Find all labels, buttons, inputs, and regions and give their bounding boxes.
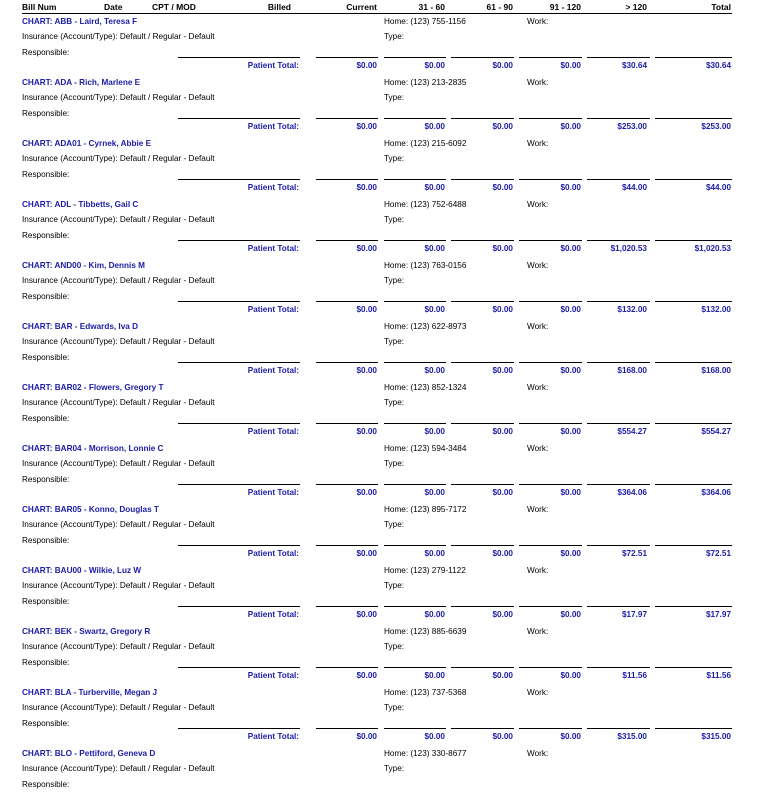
work-label: Work:: [527, 444, 549, 453]
type-label: Type:: [384, 276, 405, 285]
total-rule: [519, 118, 582, 119]
type-label: Type:: [384, 32, 405, 41]
amount-91-120: $0.00: [560, 427, 581, 436]
amount-61-90: $0.00: [492, 488, 513, 497]
type-label: Type:: [384, 398, 405, 407]
current-amount: $0.00: [356, 671, 377, 680]
total-rule: [519, 667, 582, 668]
total-rule: [655, 484, 732, 485]
current-amount: $0.00: [356, 549, 377, 558]
responsible-label: Responsible:: [22, 780, 70, 789]
amount-over-120: $17.97: [621, 610, 647, 619]
insurance-line: Insurance (Account/Type): Default / Regular - Default: [22, 215, 215, 224]
patient-block: [0, 199, 768, 260]
total-rule: [519, 57, 582, 58]
chart-label: CHART: BAR - Edwards, Iva D: [22, 322, 139, 331]
total-rule: [587, 728, 650, 729]
amount-31-60: $0.00: [424, 366, 445, 375]
current-amount: $0.00: [356, 244, 377, 253]
chart-label: CHART: BLO - Pettiford, Geneva D: [22, 749, 156, 758]
total-rule: [316, 118, 378, 119]
amount-over-120: $11.56: [622, 671, 647, 680]
total-rule: [384, 484, 446, 485]
amount-61-90: $0.00: [492, 549, 513, 558]
chart-label: CHART: ADA - Rich, Marlene E: [22, 78, 141, 87]
work-label: Work:: [527, 505, 549, 514]
total-rule: [316, 57, 378, 58]
amount-91-120: $0.00: [560, 671, 581, 680]
column-header-bill-num: Bill Num: [22, 2, 57, 12]
column-header-total: Total: [711, 2, 731, 12]
patient-total-label: Patient Total:: [247, 244, 299, 253]
amount-91-120: $0.00: [560, 732, 581, 741]
total-rule: [655, 606, 732, 607]
current-amount: $0.00: [356, 488, 377, 497]
insurance-line: Insurance (Account/Type): Default / Regular - Default: [22, 276, 215, 285]
total-rule: [384, 301, 446, 302]
type-label: Type:: [384, 459, 405, 468]
total-rule: [316, 667, 378, 668]
amount-31-60: $0.00: [424, 427, 445, 436]
patient-block: [0, 626, 768, 687]
responsible-label: Responsible:: [22, 658, 70, 667]
amount-61-90: $0.00: [492, 244, 513, 253]
home-phone: Home: (123) 852-1324: [384, 383, 467, 392]
total-rule: [587, 423, 650, 424]
column-header-date: Date: [104, 2, 123, 12]
amount-over-120: $253.00: [617, 122, 647, 131]
home-phone: Home: (123) 752-6488: [384, 200, 467, 209]
total-rule: [519, 484, 582, 485]
amount-over-120: $315.00: [617, 732, 647, 741]
amount-over-120: $554.27: [617, 427, 647, 436]
total-rule: [655, 301, 732, 302]
patient-block: [0, 504, 768, 565]
work-label: Work:: [527, 322, 549, 331]
amount-31-60: $0.00: [424, 61, 445, 70]
total-rule: [587, 179, 650, 180]
total-rule: [384, 667, 446, 668]
total-rule: [655, 545, 732, 546]
insurance-line: Insurance (Account/Type): Default / Regular - Default: [22, 520, 215, 529]
amount-31-60: $0.00: [424, 488, 445, 497]
patient-block: [0, 687, 768, 748]
total-rule: [178, 362, 300, 363]
total-rule: [451, 57, 514, 58]
total-rule: [519, 728, 582, 729]
work-label: Work:: [527, 749, 549, 758]
insurance-line: Insurance (Account/Type): Default / Regular - Default: [22, 581, 215, 590]
total-rule: [451, 484, 514, 485]
total-rule: [316, 484, 378, 485]
responsible-label: Responsible:: [22, 109, 70, 118]
total-rule: [655, 667, 732, 668]
amount-over-120: $364.06: [617, 488, 647, 497]
amount-over-120: $44.00: [621, 183, 647, 192]
responsible-label: Responsible:: [22, 719, 70, 728]
patient-total-label: Patient Total:: [247, 488, 299, 497]
amount-91-120: $0.00: [560, 488, 581, 497]
total-rule: [384, 362, 446, 363]
total-rule: [587, 545, 650, 546]
amount-61-90: $0.00: [492, 366, 513, 375]
total-rule: [587, 240, 650, 241]
chart-label: CHART: ADA01 - Cyrnek, Abbie E: [22, 139, 152, 148]
chart-label: CHART: BAU00 - Wilkie, Luz W: [22, 566, 142, 575]
total-rule: [519, 362, 582, 363]
column-header-over-120: > 120: [625, 2, 647, 12]
patient-block: [0, 321, 768, 382]
current-amount: $0.00: [356, 305, 377, 314]
total-rule: [384, 179, 446, 180]
insurance-line: Insurance (Account/Type): Default / Regular - Default: [22, 764, 215, 773]
type-label: Type:: [384, 154, 405, 163]
total-rule: [451, 606, 514, 607]
patient-total-label: Patient Total:: [247, 305, 299, 314]
amount-61-90: $0.00: [492, 427, 513, 436]
total-rule: [316, 423, 378, 424]
total-rule: [384, 118, 446, 119]
responsible-label: Responsible:: [22, 292, 70, 301]
amount-91-120: $0.00: [560, 549, 581, 558]
amount-91-120: $0.00: [560, 122, 581, 131]
insurance-line: Insurance (Account/Type): Default / Regular - Default: [22, 154, 215, 163]
amount-91-120: $0.00: [560, 61, 581, 70]
total-rule: [316, 301, 378, 302]
home-phone: Home: (123) 885-6639: [384, 627, 467, 636]
responsible-label: Responsible:: [22, 597, 70, 606]
type-label: Type:: [384, 215, 405, 224]
amount-61-90: $0.00: [492, 61, 513, 70]
current-amount: $0.00: [356, 61, 377, 70]
amount-over-120: $72.51: [621, 549, 647, 558]
responsible-label: Responsible:: [22, 353, 70, 362]
total-rule: [655, 179, 732, 180]
total-rule: [384, 728, 446, 729]
column-header-current: Current: [346, 2, 377, 12]
total-rule: [655, 362, 732, 363]
insurance-line: Insurance (Account/Type): Default / Regular - Default: [22, 93, 215, 102]
total-amount: $364.06: [701, 488, 731, 497]
work-label: Work:: [527, 261, 549, 270]
amount-over-120: $1,020.53: [610, 244, 647, 253]
total-rule: [655, 423, 732, 424]
total-rule: [178, 179, 300, 180]
amount-31-60: $0.00: [424, 549, 445, 558]
column-header-31-60: 31 - 60: [418, 2, 445, 12]
patient-block: [0, 138, 768, 199]
amount-over-120: $168.00: [617, 366, 647, 375]
total-amount: $30.64: [705, 61, 731, 70]
total-rule: [384, 57, 446, 58]
type-label: Type:: [384, 642, 405, 651]
patient-block: [0, 16, 768, 77]
total-amount: $1,020.53: [694, 244, 731, 253]
type-label: Type:: [384, 764, 405, 773]
responsible-label: Responsible:: [22, 475, 70, 484]
chart-label: CHART: BEK - Swartz, Gregory R: [22, 627, 151, 636]
total-rule: [519, 606, 582, 607]
current-amount: $0.00: [356, 732, 377, 741]
total-rule: [178, 118, 300, 119]
amount-61-90: $0.00: [492, 183, 513, 192]
total-rule: [587, 118, 650, 119]
amount-61-90: $0.00: [492, 610, 513, 619]
home-phone: Home: (123) 330-8677: [384, 749, 467, 758]
total-rule: [655, 728, 732, 729]
amount-61-90: $0.00: [492, 122, 513, 131]
responsible-label: Responsible:: [22, 414, 70, 423]
type-label: Type:: [384, 93, 405, 102]
insurance-line: Insurance (Account/Type): Default / Regular - Default: [22, 337, 215, 346]
column-header-61-90: 61 - 90: [486, 2, 513, 12]
total-rule: [384, 606, 446, 607]
amount-91-120: $0.00: [560, 366, 581, 375]
amount-91-120: $0.00: [560, 244, 581, 253]
amount-61-90: $0.00: [492, 732, 513, 741]
patient-block: [0, 382, 768, 443]
home-phone: Home: (123) 737-5368: [384, 688, 467, 697]
chart-label: CHART: AND00 - Kim, Dennis M: [22, 261, 145, 270]
insurance-line: Insurance (Account/Type): Default / Regular - Default: [22, 642, 215, 651]
total-rule: [519, 240, 582, 241]
work-label: Work:: [527, 17, 549, 26]
total-rule: [178, 667, 300, 668]
insurance-line: Insurance (Account/Type): Default / Regular - Default: [22, 459, 215, 468]
amount-61-90: $0.00: [492, 671, 513, 680]
total-rule: [451, 545, 514, 546]
column-header-91-120: 91 - 120: [549, 2, 581, 12]
amount-31-60: $0.00: [424, 305, 445, 314]
total-amount: $72.51: [705, 549, 731, 558]
amount-31-60: $0.00: [424, 732, 445, 741]
work-label: Work:: [527, 566, 549, 575]
total-rule: [587, 484, 650, 485]
total-rule: [519, 179, 582, 180]
total-rule: [384, 423, 446, 424]
total-rule: [451, 667, 514, 668]
amount-91-120: $0.00: [560, 610, 581, 619]
amount-over-120: $132.00: [617, 305, 647, 314]
total-rule: [655, 240, 732, 241]
work-label: Work:: [527, 688, 549, 697]
home-phone: Home: (123) 215-6092: [384, 139, 467, 148]
patient-total-label: Patient Total:: [247, 671, 299, 680]
total-rule: [178, 728, 300, 729]
amount-31-60: $0.00: [424, 183, 445, 192]
work-label: Work:: [527, 627, 549, 636]
total-rule: [451, 240, 514, 241]
patient-block: [0, 565, 768, 626]
home-phone: Home: (123) 279-1122: [384, 566, 466, 575]
total-rule: [178, 484, 300, 485]
total-rule: [587, 301, 650, 302]
amount-91-120: $0.00: [560, 305, 581, 314]
total-rule: [519, 545, 582, 546]
chart-label: CHART: BAR02 - Flowers, Gregory T: [22, 383, 164, 392]
total-amount: $315.00: [701, 732, 731, 741]
total-rule: [178, 606, 300, 607]
work-label: Work:: [527, 383, 549, 392]
total-amount: $554.27: [701, 427, 731, 436]
total-rule: [587, 667, 650, 668]
total-rule: [178, 423, 300, 424]
patient-total-label: Patient Total:: [247, 183, 299, 192]
amount-31-60: $0.00: [424, 122, 445, 131]
chart-label: CHART: ABB - Laird, Teresa F: [22, 17, 138, 26]
total-rule: [178, 545, 300, 546]
patient-block: [0, 77, 768, 138]
total-amount: $168.00: [701, 366, 731, 375]
total-rule: [316, 362, 378, 363]
total-rule: [519, 423, 582, 424]
patient-total-label: Patient Total:: [247, 366, 299, 375]
current-amount: $0.00: [356, 366, 377, 375]
total-rule: [451, 728, 514, 729]
responsible-label: Responsible:: [22, 170, 70, 179]
type-label: Type:: [384, 520, 405, 529]
patient-total-label: Patient Total:: [247, 122, 299, 131]
total-rule: [316, 240, 378, 241]
total-rule: [451, 362, 514, 363]
patient-block: [0, 260, 768, 321]
total-rule: [587, 606, 650, 607]
total-rule: [316, 179, 378, 180]
amount-31-60: $0.00: [424, 610, 445, 619]
total-rule: [178, 57, 300, 58]
chart-label: CHART: BAR04 - Morrison, Lonnie C: [22, 444, 164, 453]
total-rule: [451, 423, 514, 424]
amount-31-60: $0.00: [424, 244, 445, 253]
home-phone: Home: (123) 895-7172: [384, 505, 467, 514]
total-rule: [316, 545, 378, 546]
responsible-label: Responsible:: [22, 48, 70, 57]
total-rule: [587, 362, 650, 363]
total-rule: [655, 118, 732, 119]
total-rule: [316, 728, 378, 729]
total-rule: [451, 118, 514, 119]
column-header-cpt-mod: CPT / MOD: [152, 2, 196, 12]
patient-block: [0, 443, 768, 504]
patient-total-label: Patient Total:: [247, 61, 299, 70]
type-label: Type:: [384, 581, 405, 590]
responsible-label: Responsible:: [22, 536, 70, 545]
chart-label: CHART: ADL - Tibbetts, Gail C: [22, 200, 139, 209]
insurance-line: Insurance (Account/Type): Default / Regular - Default: [22, 398, 215, 407]
amount-31-60: $0.00: [424, 671, 445, 680]
work-label: Work:: [527, 78, 549, 87]
total-rule: [655, 57, 732, 58]
chart-label: CHART: BAR05 - Konno, Douglas T: [22, 505, 159, 514]
current-amount: $0.00: [356, 427, 377, 436]
total-rule: [316, 606, 378, 607]
home-phone: Home: (123) 594-3484: [384, 444, 467, 453]
home-phone: Home: (123) 213-2835: [384, 78, 467, 87]
current-amount: $0.00: [356, 610, 377, 619]
amount-over-120: $30.64: [621, 61, 647, 70]
home-phone: Home: (123) 755-1156: [384, 17, 466, 26]
patient-total-label: Patient Total:: [247, 610, 299, 619]
total-amount: $132.00: [701, 305, 731, 314]
work-label: Work:: [527, 200, 549, 209]
total-rule: [451, 179, 514, 180]
home-phone: Home: (123) 622-8973: [384, 322, 467, 331]
total-amount: $17.97: [705, 610, 731, 619]
total-rule: [384, 240, 446, 241]
total-amount: $11.56: [706, 671, 731, 680]
chart-label: CHART: BLA - Turberville, Megan J: [22, 688, 158, 697]
insurance-line: Insurance (Account/Type): Default / Regular - Default: [22, 703, 215, 712]
type-label: Type:: [384, 337, 405, 346]
total-rule: [519, 301, 582, 302]
total-amount: $44.00: [705, 183, 731, 192]
total-amount: $253.00: [701, 122, 731, 131]
responsible-label: Responsible:: [22, 231, 70, 240]
total-rule: [178, 240, 300, 241]
insurance-line: Insurance (Account/Type): Default / Regular - Default: [22, 32, 215, 41]
home-phone: Home: (123) 763-0156: [384, 261, 467, 270]
total-rule: [587, 57, 650, 58]
column-header-billed: Billed: [267, 2, 291, 12]
current-amount: $0.00: [356, 183, 377, 192]
patient-block: [0, 748, 768, 809]
amount-91-120: $0.00: [560, 183, 581, 192]
total-rule: [384, 545, 446, 546]
total-rule: [178, 301, 300, 302]
amount-61-90: $0.00: [492, 305, 513, 314]
patient-total-label: Patient Total:: [247, 732, 299, 741]
header-rule: [22, 13, 732, 14]
patient-total-label: Patient Total:: [247, 427, 299, 436]
current-amount: $0.00: [356, 122, 377, 131]
type-label: Type:: [384, 703, 405, 712]
total-rule: [451, 301, 514, 302]
work-label: Work:: [527, 139, 549, 148]
patient-total-label: Patient Total:: [247, 549, 299, 558]
